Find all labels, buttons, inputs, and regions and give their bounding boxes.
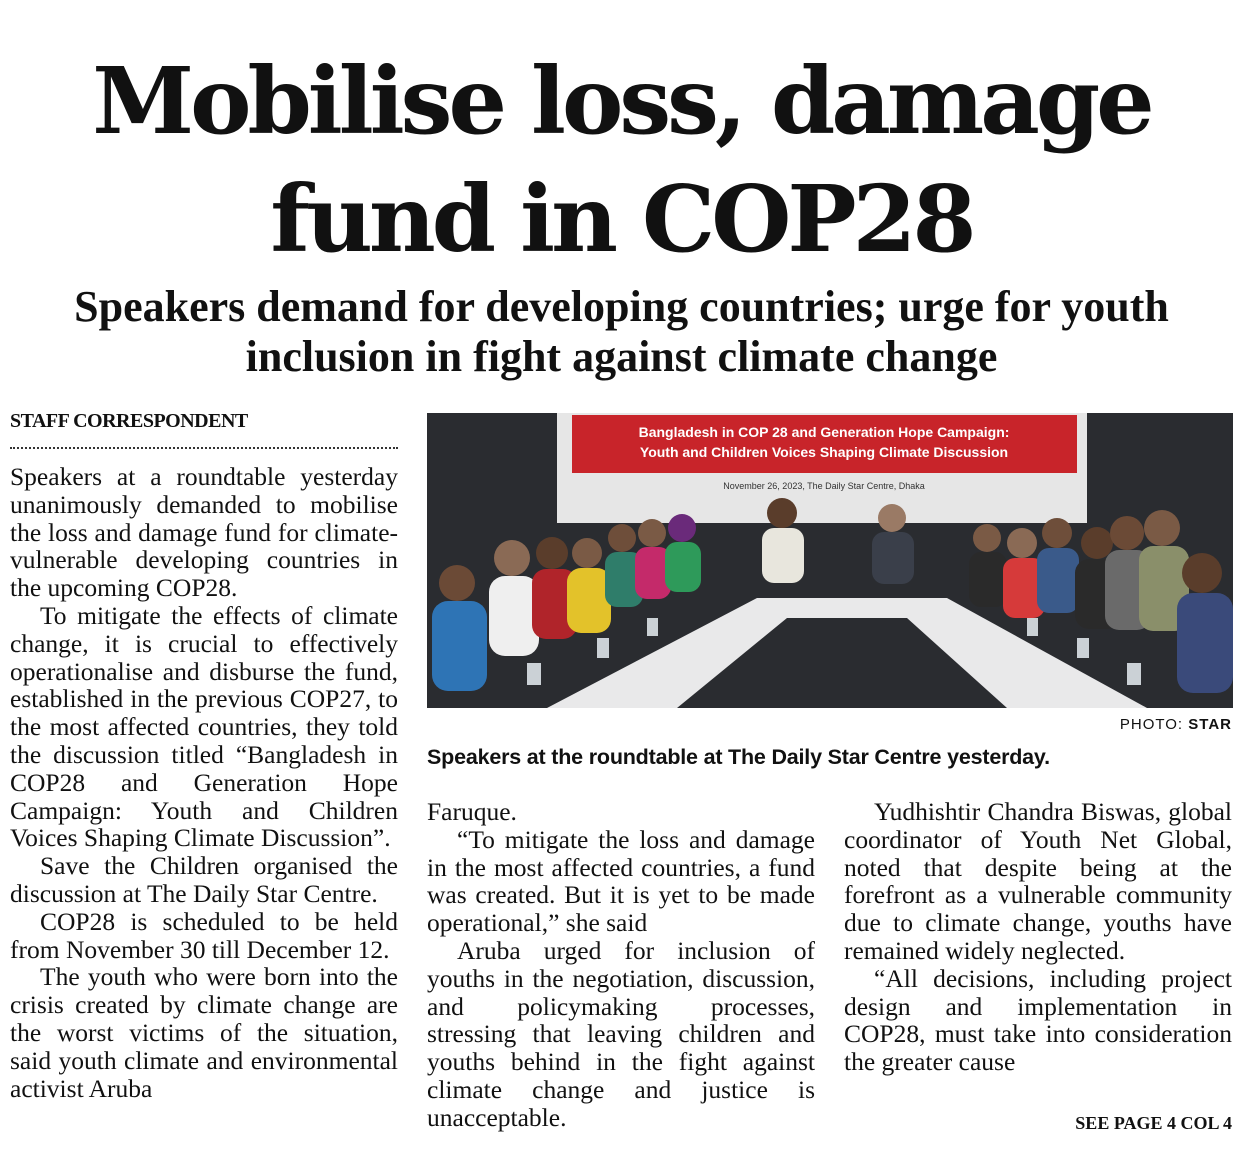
banner-date: November 26, 2023, The Daily Star Centre, Dhaka (723, 481, 925, 491)
headline-line-2: fund in COP28 (270, 165, 973, 273)
photo-credit-source: STAR (1188, 716, 1232, 733)
paragraph: “To mitigate the loss and damage in the most affected countries, a fund was created. But it is yet to be made operational,” she said (427, 824, 815, 938)
paragraph: The youth who were born into the crisis created by climate change are the worst victims of the situation, said youth climate and environmental activist Aruba (10, 962, 398, 1103)
banner-line-1: Bangladesh in COP 28 and Generation Hope Campaign: (638, 424, 1010, 440)
subhead-line-2: inclusion in fight against climate change (245, 332, 998, 381)
paragraph: To mitigate the effects of climate change, it is crucial to effectively operationalise and disburse the fund, established in the previous COP27, to the most affected countries, they told the discussion titled “Bangladesh in COP28 and Generation Hope Campaign: Youth and Children Voices Shaping Climate Discussion”. (10, 600, 398, 853)
paragraph: Speakers at a roundtable yesterday unanimously demanded to mobilise the loss and damage fund for climate-vulnerable developing countries in the upcoming COP28. (10, 463, 398, 603)
paragraph: “All decisions, including project design and implementation in COP28, must take into consideration the greater cause (844, 963, 1232, 1077)
photo-credit-prefix: PHOTO: (1119, 716, 1189, 733)
article-column-1 (10, 463, 398, 1143)
paragraph: Yudhishtir Chandra Biswas, global coordinator of Youth Net Global, noted that despite being at the forefront as a vulnerable community due to climate change, youths have remained widely neglected. (844, 798, 1232, 965)
headline-line-1: Mobilise loss, damage (92, 47, 1151, 155)
roundtable-photo-illustration (427, 413, 1233, 708)
subhead-line-1: Speakers demand for developing countries; urge for youth (74, 282, 1169, 331)
article-column-2 (427, 798, 815, 1138)
paragraph: Aruba urged for inclusion of youths in the negotiation, discussion, and policymaking processes, stressing that leaving children and youths behind in the fight against climate change and justice is unacceptable. (427, 935, 815, 1132)
banner-line-2: Youth and Children Voices Shaping Climate Discussion (639, 444, 1009, 460)
headline (0, 42, 1243, 278)
continuation-jump[interactable]: SEE PAGE 4 COL 4 (1075, 1113, 1232, 1133)
paragraph: Faruque. (427, 798, 517, 826)
byline-divider (10, 447, 398, 449)
article-photo (427, 413, 1233, 708)
paragraph: Save the Children organised the discussion at The Daily Star Centre. (10, 851, 398, 908)
photo-caption: Speakers at the roundtable at The Daily Star Centre yesterday. (427, 745, 1050, 769)
paragraph: COP28 is scheduled to be held from November 30 till December 12. (10, 906, 398, 964)
byline: STAFF CORRESPONDENT (10, 410, 248, 432)
article-column-3 (844, 798, 1232, 1108)
photo-credit (1120, 716, 1232, 733)
subheadline (0, 282, 1243, 382)
